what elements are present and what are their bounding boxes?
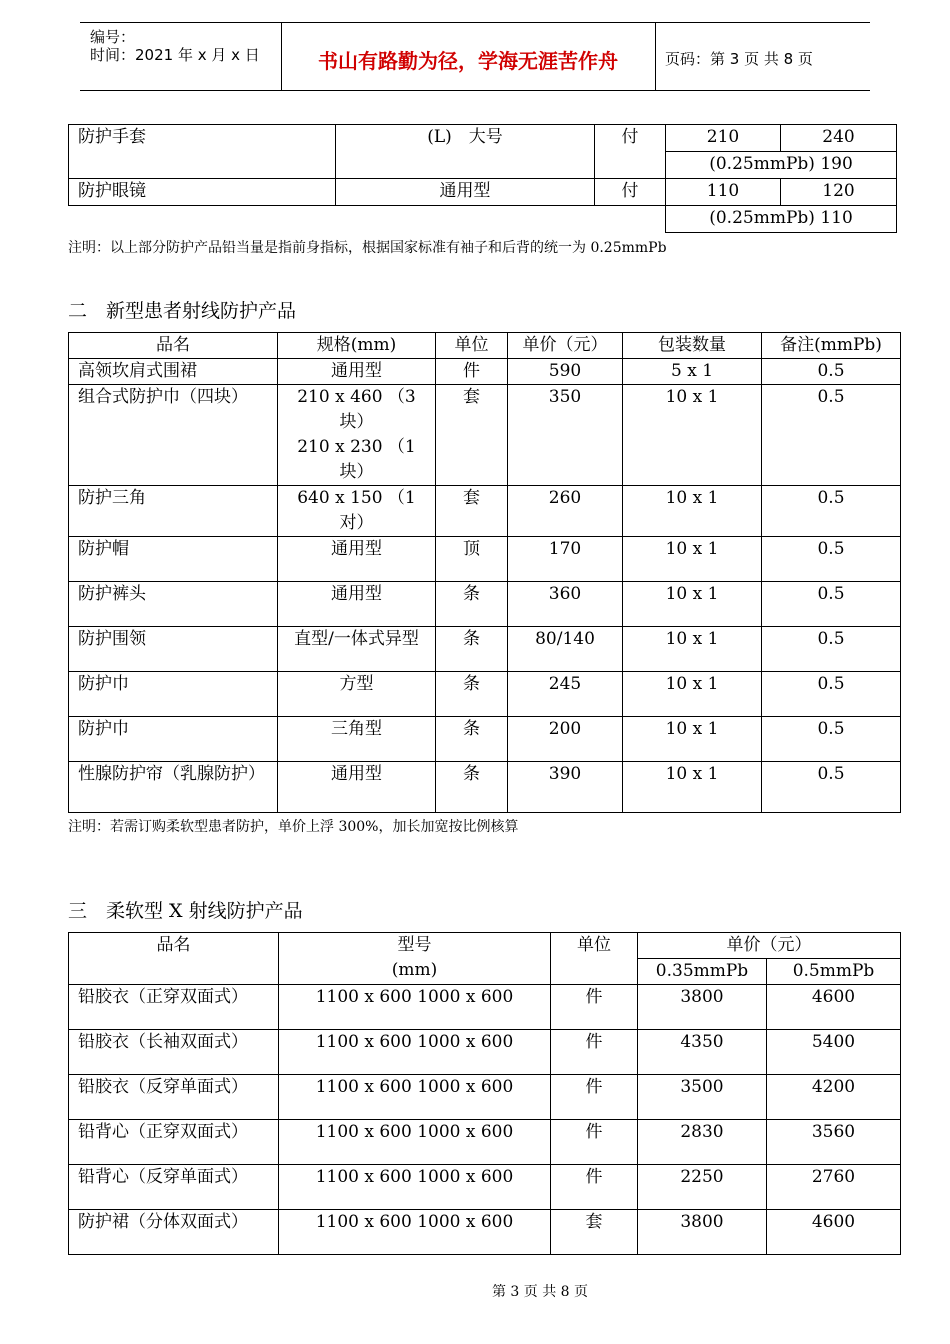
cell-name: 铅背心（正穿双面式） [69,1120,279,1165]
cell-unit: 件 [551,1165,638,1210]
cell-spec: 三角型 [278,717,436,762]
cell-spec: 通用型 [278,762,436,813]
cell-name: 防护帽 [69,537,278,582]
table-row [69,385,901,486]
cell-model: 1100 x 600 1000 x 600 [279,1210,551,1255]
cell-price: 80/140 [508,627,623,672]
cell-price: 170 [508,537,623,582]
column-header: 单价（元） [638,933,901,959]
cell-price: 360 [508,582,623,627]
table-cell: 付 [595,125,666,179]
cell-remark: 0.5 [762,582,901,627]
table-row [69,717,901,762]
cell-price: 3800 [638,1210,767,1255]
spec-line: 210 x 230 （1 块） [297,437,416,482]
header-divider-right [655,22,656,91]
column-header: 备注(mmPb) [762,333,901,359]
cell-price: 390 [508,762,623,813]
table-row [69,486,901,537]
cell-name: 防护裙（分体双面式） [69,1210,279,1255]
table-cell: (0.25mmPb) 110 [666,206,897,233]
cell-price: 4600 [767,985,901,1030]
table-cell: 240 [781,125,897,152]
table-section3 [68,932,901,1255]
table-row [69,672,901,717]
table-row [69,1165,901,1210]
cell-remark: 0.5 [762,762,901,813]
cell-name: 铅胶衣（长袖双面式） [69,1030,279,1075]
table-cell: 防护手套 [69,125,336,179]
column-header: 单位 [551,933,638,985]
cell-unit: 套 [551,1210,638,1255]
cell-spec: 通用型 [278,537,436,582]
cell-name: 防护围领 [69,627,278,672]
note-section2: 注明：若需订购柔软型患者防护，单价上浮 300%，加长加宽按比例核算 [68,819,519,835]
column-header-line: (mm) [391,960,438,980]
table-row [69,985,901,1030]
cell-pack: 10 x 1 [623,627,762,672]
cell-spec: 通用型 [278,359,436,385]
section2-title: 二 新型患者射线防护产品 [68,300,297,322]
cell-price: 2760 [767,1165,901,1210]
cell-price: 2830 [638,1120,767,1165]
cell-model: 1100 x 600 1000 x 600 [279,1075,551,1120]
cell-price: 3800 [638,985,767,1030]
cell-unit: 件 [551,1120,638,1165]
header-motto: 书山有路勤为径，学海无涯苦作舟 [318,49,618,73]
cell-unit: 条 [436,717,508,762]
cell-pack: 10 x 1 [623,537,762,582]
cell-model: 1100 x 600 1000 x 600 [279,1030,551,1075]
cell-unit: 条 [436,672,508,717]
cell-price: 2250 [638,1165,767,1210]
cell-spec [278,385,436,486]
cell-price: 3560 [767,1120,901,1165]
section3-title: 三 柔软型 X 射线防护产品 [68,900,303,922]
cell-pack: 10 x 1 [623,486,762,537]
table-cell: 防护眼镜 [69,179,336,206]
header-top-rule [80,22,870,23]
cell-remark: 0.5 [762,627,901,672]
cell-spec: 直型/一体式异型 [278,627,436,672]
cell-name: 组合式防护巾（四块） [69,385,278,486]
table-blank [69,206,666,233]
cell-name: 防护裤头 [69,582,278,627]
cell-model: 1100 x 600 1000 x 600 [279,1120,551,1165]
column-header [279,933,551,985]
header-number: 编号： [90,28,136,46]
table-row [69,1210,901,1255]
cell-price: 260 [508,486,623,537]
table-cell: (0.25mmPb) 190 [666,152,897,179]
column-header-line: 型号 [397,935,432,955]
table-row [69,1075,901,1120]
table-cell: 210 [666,125,781,152]
cell-price: 350 [508,385,623,486]
table-cell: 110 [666,179,781,206]
column-header: 单位 [436,333,508,359]
cell-price: 4200 [767,1075,901,1120]
cell-unit: 件 [551,1030,638,1075]
cell-name: 铅胶衣（正穿双面式） [69,985,279,1030]
table-row [69,537,901,582]
cell-model: 1100 x 600 1000 x 600 [279,1165,551,1210]
cell-name: 性腺防护帘（乳腺防护） [69,762,278,813]
column-header: 0.5mmPb [767,959,901,985]
cell-model: 1100 x 600 1000 x 600 [279,985,551,1030]
cell-remark: 0.5 [762,359,901,385]
cell-name: 高领坎肩式围裙 [69,359,278,385]
column-header: 品名 [69,333,278,359]
cell-spec: 640 x 150 （1 对） [278,486,436,537]
cell-price: 200 [508,717,623,762]
cell-price: 4600 [767,1210,901,1255]
cell-pack: 10 x 1 [623,717,762,762]
cell-pack: 10 x 1 [623,762,762,813]
column-header: 品名 [69,933,279,985]
cell-unit: 件 [551,1075,638,1120]
cell-remark: 0.5 [762,672,901,717]
cell-unit: 顶 [436,537,508,582]
header-bottom-rule [80,90,870,91]
cell-spec: 通用型 [278,582,436,627]
cell-name: 铅背心（反穿单面式） [69,1165,279,1210]
cell-unit: 条 [436,582,508,627]
table-row [69,359,901,385]
note-top: 注明：以上部分防护产品铅当量是指前身指标，根据国家标准有袖子和后背的统一为 0.25mmPb [68,240,667,256]
cell-unit: 件 [551,985,638,1030]
table-section2 [68,332,901,813]
cell-spec: 方型 [278,672,436,717]
table-row [69,582,901,627]
table-cell: 120 [781,179,897,206]
cell-price: 4350 [638,1030,767,1075]
page-footer: 第 3 页 共 8 页 [491,1284,589,1300]
cell-price: 590 [508,359,623,385]
cell-price: 3500 [638,1075,767,1120]
cell-remark: 0.5 [762,717,901,762]
cell-price: 5400 [767,1030,901,1075]
table-cell: 通用型 [336,179,595,206]
table-cell: (L) 大号 [336,125,595,179]
cell-unit: 条 [436,762,508,813]
cell-remark: 0.5 [762,537,901,582]
cell-remark: 0.5 [762,385,901,486]
cell-unit: 条 [436,627,508,672]
column-header: 包装数量 [623,333,762,359]
cell-pack: 5 x 1 [623,359,762,385]
cell-price: 245 [508,672,623,717]
table-cell: 付 [595,179,666,206]
table-row [69,762,901,813]
cell-unit: 件 [436,359,508,385]
cell-remark: 0.5 [762,486,901,537]
cell-unit: 套 [436,385,508,486]
cell-unit: 套 [436,486,508,537]
table-row [69,1030,901,1075]
table-top [68,124,897,233]
header-time: 时间：2021 年 x 月 x 日 [90,46,260,64]
column-header: 0.35mmPb [638,959,767,985]
cell-pack: 10 x 1 [623,582,762,627]
table-row [69,1120,901,1165]
column-header: 规格(mm) [278,333,436,359]
cell-name: 防护巾 [69,672,278,717]
spec-line: 210 x 460 （3 块） [297,387,416,432]
cell-pack: 10 x 1 [623,672,762,717]
cell-name: 铅胶衣（反穿单面式） [69,1075,279,1120]
column-header: 单价（元） [508,333,623,359]
cell-name: 防护三角 [69,486,278,537]
header-page: 页码：第 3 页 共 8 页 [665,50,813,68]
cell-name: 防护巾 [69,717,278,762]
table-row [69,627,901,672]
cell-pack: 10 x 1 [623,385,762,486]
